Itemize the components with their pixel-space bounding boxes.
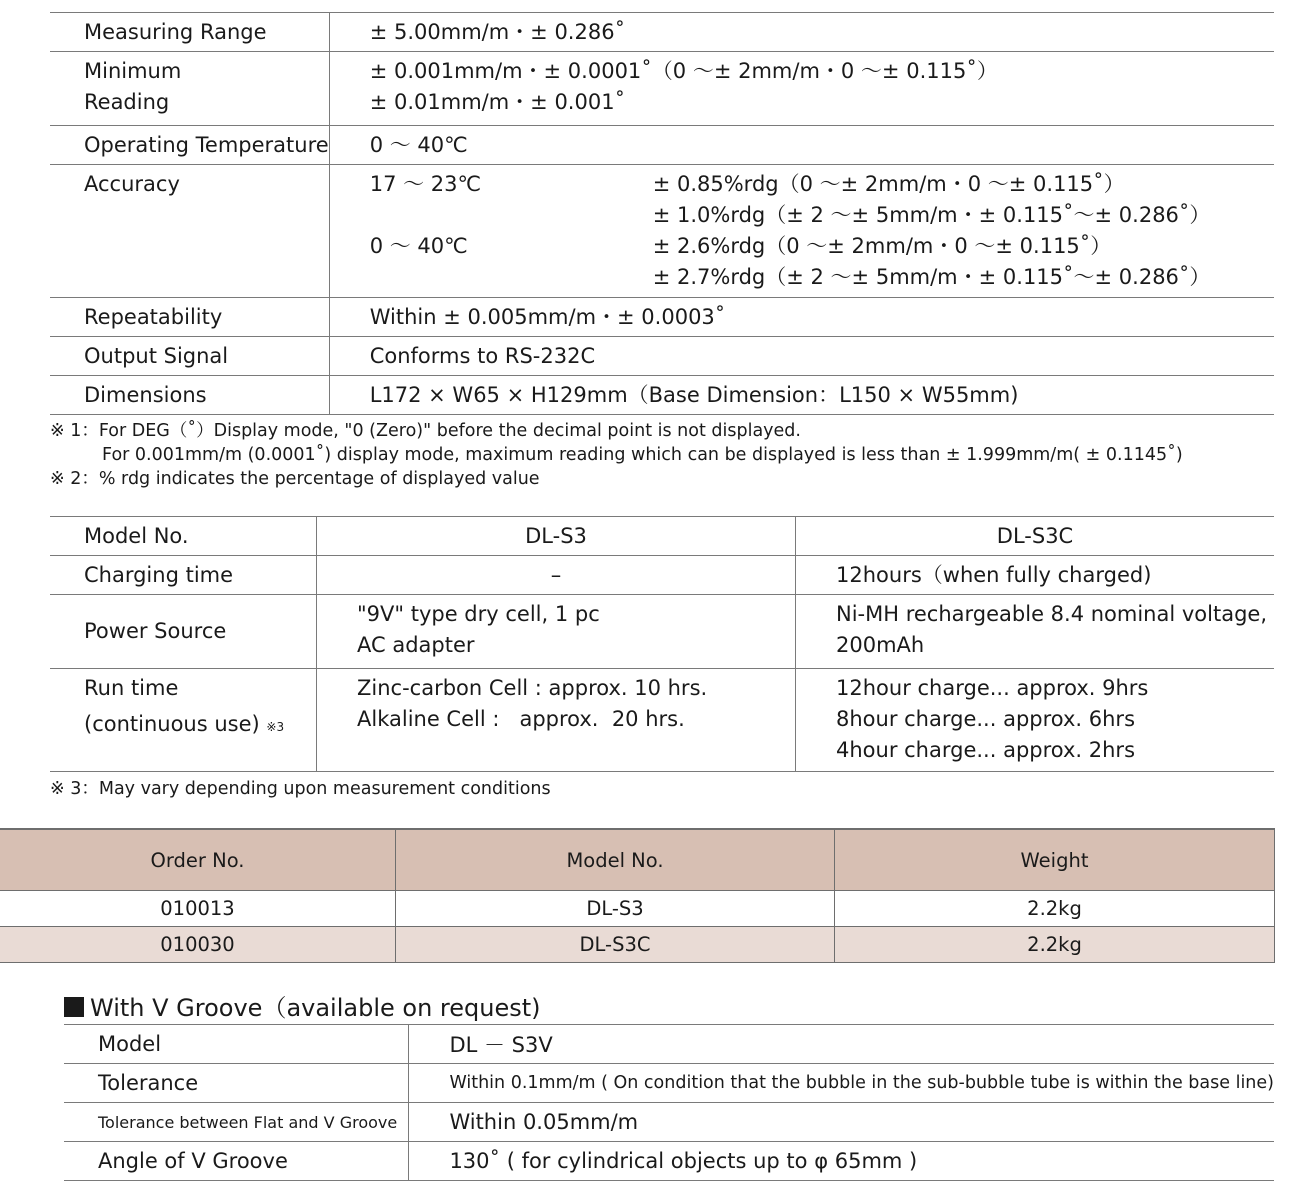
spec-row-minimum-reading (50, 52, 1274, 126)
cell-model-no: DL-S3C (396, 927, 835, 963)
accuracy-temp-range: 0 ～ 40℃ (369, 234, 468, 258)
v-groove-row-angle (64, 1142, 1274, 1181)
spec-value-line: 200mAh (836, 633, 925, 657)
spec-value (329, 52, 1274, 126)
order-table-header (0, 829, 1275, 891)
footnote-3: ※ 3：May vary depending upon measurement conditions (50, 779, 551, 799)
spec-label: Tolerance between Flat and V Groove (64, 1103, 409, 1142)
spec-value: Within ± 0.005mm/m・± 0.0003˚ (329, 298, 1274, 337)
spec-value: DL － S3V (409, 1025, 1274, 1064)
footnotes-2 (50, 777, 551, 801)
footnote-mark-3: ※3 (266, 720, 285, 734)
spec-label-line: Reading (84, 90, 170, 114)
footnotes-1 (50, 419, 1183, 491)
spec-row-accuracy (50, 165, 1274, 298)
spec-value (317, 669, 796, 772)
spec-label: Dimensions (50, 376, 329, 415)
spec-value: L172 × W65 × H129mm（Base Dimension：L150 × W55mm) (329, 376, 1274, 415)
spec-row-power-source (50, 595, 1274, 669)
spec-value (796, 595, 1275, 669)
spec-value-line: ± 0.01mm/m・± 0.001˚ (369, 90, 626, 114)
spec-row-charging-time (50, 556, 1274, 595)
spec-value: 130˚ ( for cylindrical objects up to φ 65mm ) (409, 1142, 1274, 1181)
spec-table-measurement (50, 12, 1274, 415)
spec-label-line: Minimum (84, 59, 182, 83)
spec-value-line: Ni-MH rechargeable 8.4 nominal voltage, (836, 602, 1268, 626)
spec-label (50, 669, 317, 772)
spec-label-text: (continuous use) (84, 712, 260, 736)
spec-row-operating-temperature (50, 126, 1274, 165)
table-row (0, 891, 1275, 927)
cell-weight: 2.2kg (835, 927, 1275, 963)
square-bullet-icon (64, 997, 84, 1017)
accuracy-value: ± 2.7%rdg（± 2 ～± 5mm/m・± 0.115˚～± 0.286˚） (652, 265, 1211, 289)
footnote-1: ※ 1：For DEG（˚）Display mode, "0 (Zero)" before the decimal point is not displayed. (50, 421, 801, 441)
spec-value: – (317, 556, 796, 595)
v-groove-heading (64, 992, 541, 1024)
v-groove-row-tolerance (64, 1064, 1274, 1103)
spec-row-run-time (50, 669, 1274, 772)
spec-value-line: 4hour charge... approx. 2hrs (836, 738, 1136, 762)
spec-value (796, 669, 1275, 772)
spec-value: 12hours（when fully charged) (796, 556, 1275, 595)
spec-value: 0 ～ 40℃ (329, 126, 1274, 165)
spec-value-line: "9V" type dry cell, 1 pc (357, 602, 600, 626)
accuracy-value: ± 1.0%rdg（± 2 ～± 5mm/m・± 0.115˚～± 0.286˚） (652, 203, 1211, 227)
spec-label: Power Source (50, 595, 317, 669)
v-groove-heading-text: With V Groove（available on request) (90, 994, 541, 1022)
spec-label: Output Signal (50, 337, 329, 376)
spec-label: Repeatability (50, 298, 329, 337)
model-dl-s3: DL-S3 (317, 517, 796, 556)
v-groove-row-flat-v-tolerance (64, 1103, 1274, 1142)
spec-label: Accuracy (50, 165, 329, 298)
spec-value (317, 595, 796, 669)
footnote-1-continued: For 0.001mm/m (0.0001˚) display mode, maximum reading which can be displayed is less than ± 1.999mm/m( ± 0.1145˚) (102, 445, 1183, 465)
spec-row-dimensions (50, 376, 1274, 415)
accuracy-temp-range: 17 ～ 23℃ (369, 172, 482, 196)
spec-label-line (84, 709, 316, 743)
spec-value: ± 5.00mm/m・± 0.286˚ (329, 13, 1274, 52)
column-header-model-no: Model No. (396, 829, 835, 891)
cell-order-no: 010030 (0, 927, 396, 963)
spec-label: Angle of V Groove (64, 1142, 409, 1181)
spec-label: Model No. (50, 517, 317, 556)
accuracy-value: ± 0.85%rdg（0 ～± 2mm/m・0 ～± 0.115˚） (652, 172, 1125, 196)
spec-value-line: AC adapter (357, 633, 475, 657)
cell-weight: 2.2kg (835, 891, 1275, 927)
spec-row-model-no (50, 517, 1274, 556)
cell-order-no: 010013 (0, 891, 396, 927)
order-table (0, 828, 1275, 963)
spec-value-line: Zinc-carbon Cell : approx. 10 hrs. (357, 676, 708, 700)
v-groove-row-model (64, 1025, 1274, 1064)
spec-row-repeatability (50, 298, 1274, 337)
accuracy-value: ± 2.6%rdg（0 ～± 2mm/m・0 ～± 0.115˚） (652, 234, 1112, 258)
spec-label: Model (64, 1025, 409, 1064)
spec-label: Charging time (50, 556, 317, 595)
v-groove-table (64, 1024, 1274, 1181)
spec-value: Conforms to RS-232C (329, 337, 1274, 376)
spec-value-line: 8hour charge... approx. 6hrs (836, 707, 1136, 731)
spec-value: Within 0.05mm/m (409, 1103, 1274, 1142)
spec-row-measuring-range (50, 13, 1274, 52)
spec-value (329, 165, 1274, 298)
spec-row-output-signal (50, 337, 1274, 376)
column-header-order-no: Order No. (0, 829, 396, 891)
spec-label-line: Run time (84, 676, 179, 700)
footnote-2: ※ 2：% rdg indicates the percentage of displayed value (50, 469, 540, 489)
spec-label (50, 52, 329, 126)
spec-label: Measuring Range (50, 13, 329, 52)
spec-table-models (50, 516, 1274, 772)
accuracy-grid (370, 169, 1274, 293)
table-row (0, 927, 1275, 963)
column-header-weight: Weight (835, 829, 1275, 891)
spec-value-line: ± 0.001mm/m・± 0.0001˚（0 ～± 2mm/m・0 ～± 0.115˚） (369, 59, 998, 83)
spec-value-line: Alkaline Cell : approx. 20 hrs. (357, 707, 685, 731)
model-dl-s3c: DL-S3C (796, 517, 1275, 556)
spec-label: Tolerance (64, 1064, 409, 1103)
spec-value: Within 0.1mm/m ( On condition that the bubble in the sub-bubble tube is within the base line) (409, 1064, 1274, 1103)
spec-value-line: 12hour charge... approx. 9hrs (836, 676, 1149, 700)
cell-model-no: DL-S3 (396, 891, 835, 927)
spec-label: Operating Temperature (50, 126, 329, 165)
